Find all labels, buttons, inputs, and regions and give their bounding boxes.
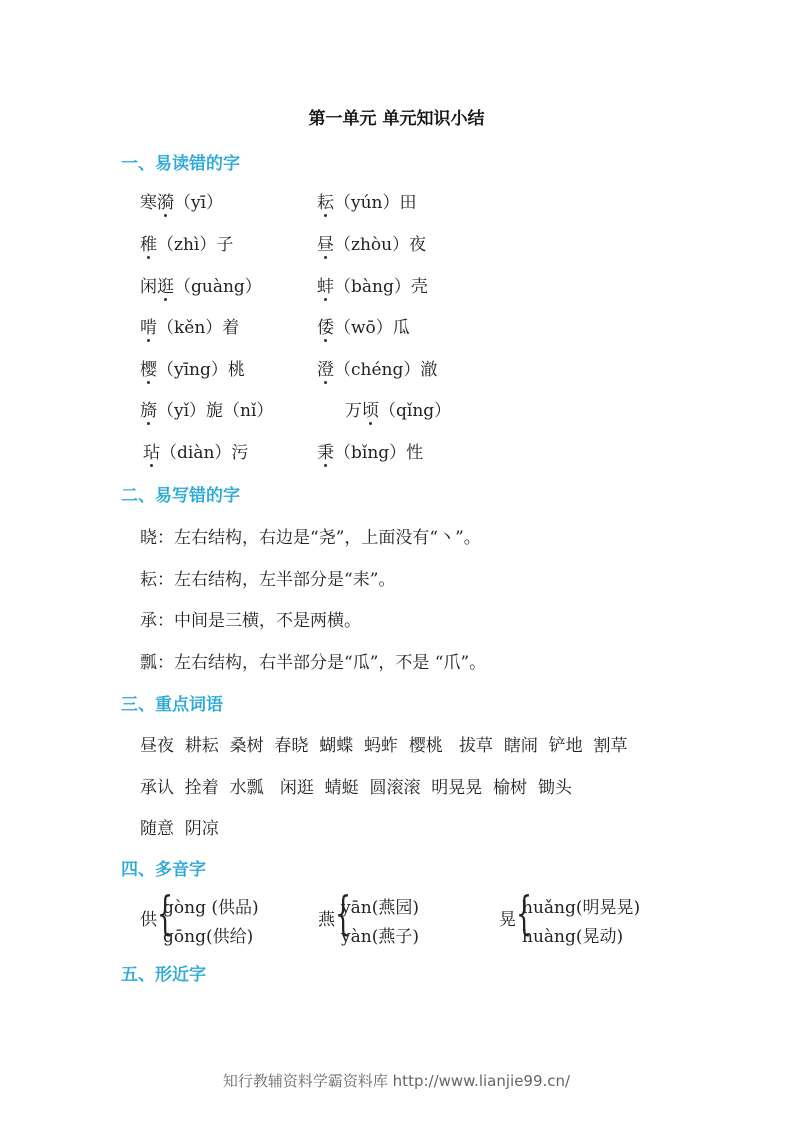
reading-item: 澄（chéng）澈 xyxy=(317,355,437,380)
brace-icon: { xyxy=(516,886,533,940)
writing-note: 瓢：左右结构，右半部分是“瓜”，不是 “爪”。 xyxy=(140,653,487,673)
reading-item: 昼（zhòu）夜 xyxy=(317,230,426,255)
polyphone-char: 燕 xyxy=(318,910,335,930)
reading-item: 万顷（qǐng） xyxy=(345,396,451,421)
reading-item: 玷（diàn）污 xyxy=(143,438,248,463)
writing-note: 承：中间是三横，不是两横。 xyxy=(140,611,361,631)
polyphone-char: 供 xyxy=(140,910,157,930)
writing-note: 耘：左右结构，左半部分是“耒”。 xyxy=(140,570,396,590)
polyphone-reading: huǎng(明晃晃) xyxy=(522,898,641,918)
reading-item: 稚（zhì）子 xyxy=(140,230,233,255)
reading-item: 樱（yīng）桃 xyxy=(140,355,245,380)
polyphone-reading: huàng(晃动) xyxy=(522,927,624,947)
section-heading-1: 一、易读错的字 xyxy=(121,154,240,174)
word-list-line: 昼夜 耕耘 桑树 春晓 蝴蝶 蚂蚱 樱桃 拔草 瞎闹 铲地 割草 xyxy=(140,736,628,756)
reading-item: 啃（kěn）着 xyxy=(140,313,239,338)
footer-watermark: 知行教辅资料学霸资料库 http://www.lianjie99.cn/ xyxy=(222,1072,571,1090)
reading-item: 旖（yǐ）旎（nǐ） xyxy=(140,396,273,421)
polyphone-reading: gòng (供品) xyxy=(163,898,259,918)
reading-item: 倭（wō）瓜 xyxy=(317,313,410,338)
reading-item: 耘（yún）田 xyxy=(317,188,417,213)
polyphone-reading: yān(燕园) xyxy=(341,898,419,918)
reading-item: 蚌（bàng）壳 xyxy=(317,272,428,297)
reading-item: 寒漪（yī） xyxy=(140,188,223,213)
polyphone-reading: gōng(供给) xyxy=(163,927,254,947)
brace-icon: { xyxy=(335,886,352,940)
polyphone-char: 晃 xyxy=(499,910,516,930)
section-heading-2: 二、易写错的字 xyxy=(121,486,240,506)
reading-item: 闲逛（guàng） xyxy=(140,272,262,297)
section-heading-5: 五、形近字 xyxy=(121,965,206,985)
reading-item: 秉（bǐng）性 xyxy=(317,438,423,463)
section-heading-4: 四、多音字 xyxy=(121,860,206,880)
polyphone-reading: yàn(燕子) xyxy=(341,927,419,947)
word-list-line: 随意 阴凉 xyxy=(140,819,219,839)
section-heading-3: 三、重点词语 xyxy=(121,695,223,715)
word-list-line: 承认 拴着 水瓢 闲逛 蜻蜓 圆滚滚 明晃晃 榆树 锄头 xyxy=(140,778,572,798)
page-title: 第一单元 单元知识小结 xyxy=(308,109,485,129)
writing-note: 晓：左右结构，右边是“尧”，上面没有“丶”。 xyxy=(140,528,481,548)
brace-icon: { xyxy=(157,886,174,940)
